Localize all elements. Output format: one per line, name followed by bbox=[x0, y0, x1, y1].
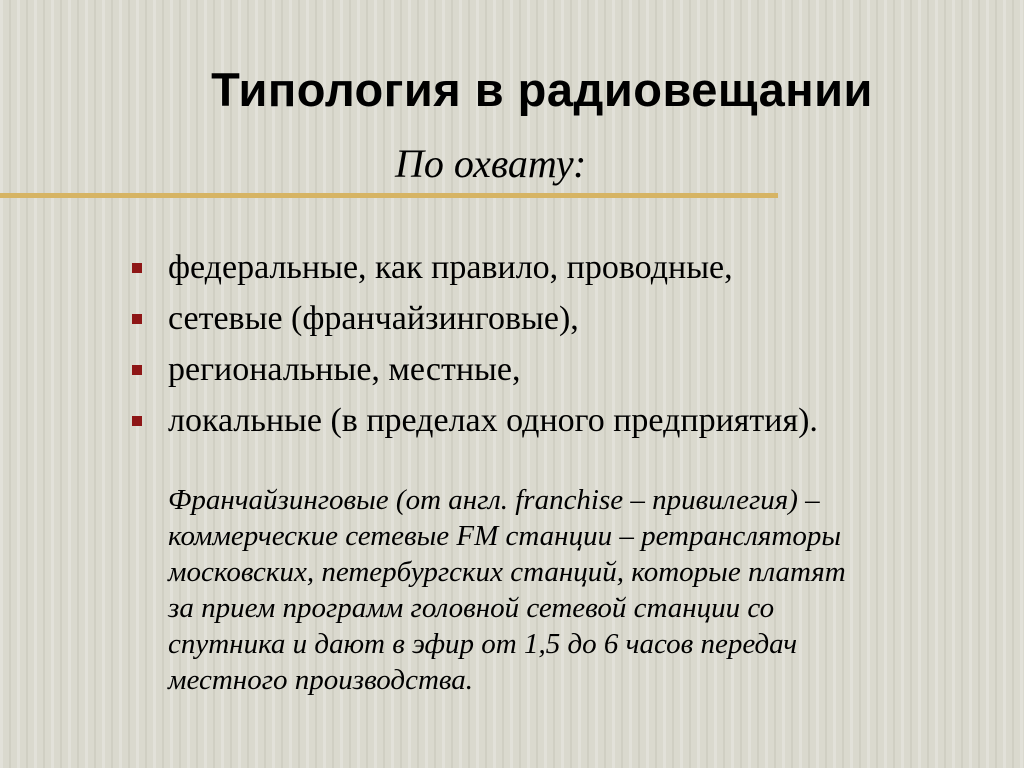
square-bullet-icon bbox=[132, 416, 142, 426]
bullet-text: региональные, местные, bbox=[168, 351, 521, 388]
note-line: местного производства. bbox=[168, 664, 474, 696]
bullet-text: федеральные, как правило, проводные, bbox=[168, 249, 733, 286]
note-line: за прием программ головной сетевой станции со bbox=[168, 592, 775, 624]
square-bullet-icon bbox=[132, 314, 142, 324]
franchise-note bbox=[168, 482, 988, 698]
square-bullet-icon bbox=[132, 263, 142, 273]
slide-title: Типология в радиовещании bbox=[211, 63, 873, 116]
note-line: коммерческие сетевые FM станции – ретрансляторы bbox=[168, 520, 841, 552]
slide-subtitle: По охвату: bbox=[395, 141, 587, 186]
bullet-text: локальные (в пределах одного предприятия). bbox=[168, 402, 818, 439]
note-line: Франчайзинговые (от англ. franchise – привилегия) – bbox=[168, 484, 820, 516]
note-line: московских, петербургских станций, которые платят bbox=[168, 556, 846, 588]
note-line: спутника и дают в эфир от 1,5 до 6 часов передач bbox=[168, 628, 798, 660]
square-bullet-icon bbox=[132, 365, 142, 375]
title-divider bbox=[0, 193, 778, 198]
bullet-text: сетевые (франчайзинговые), bbox=[168, 300, 579, 337]
